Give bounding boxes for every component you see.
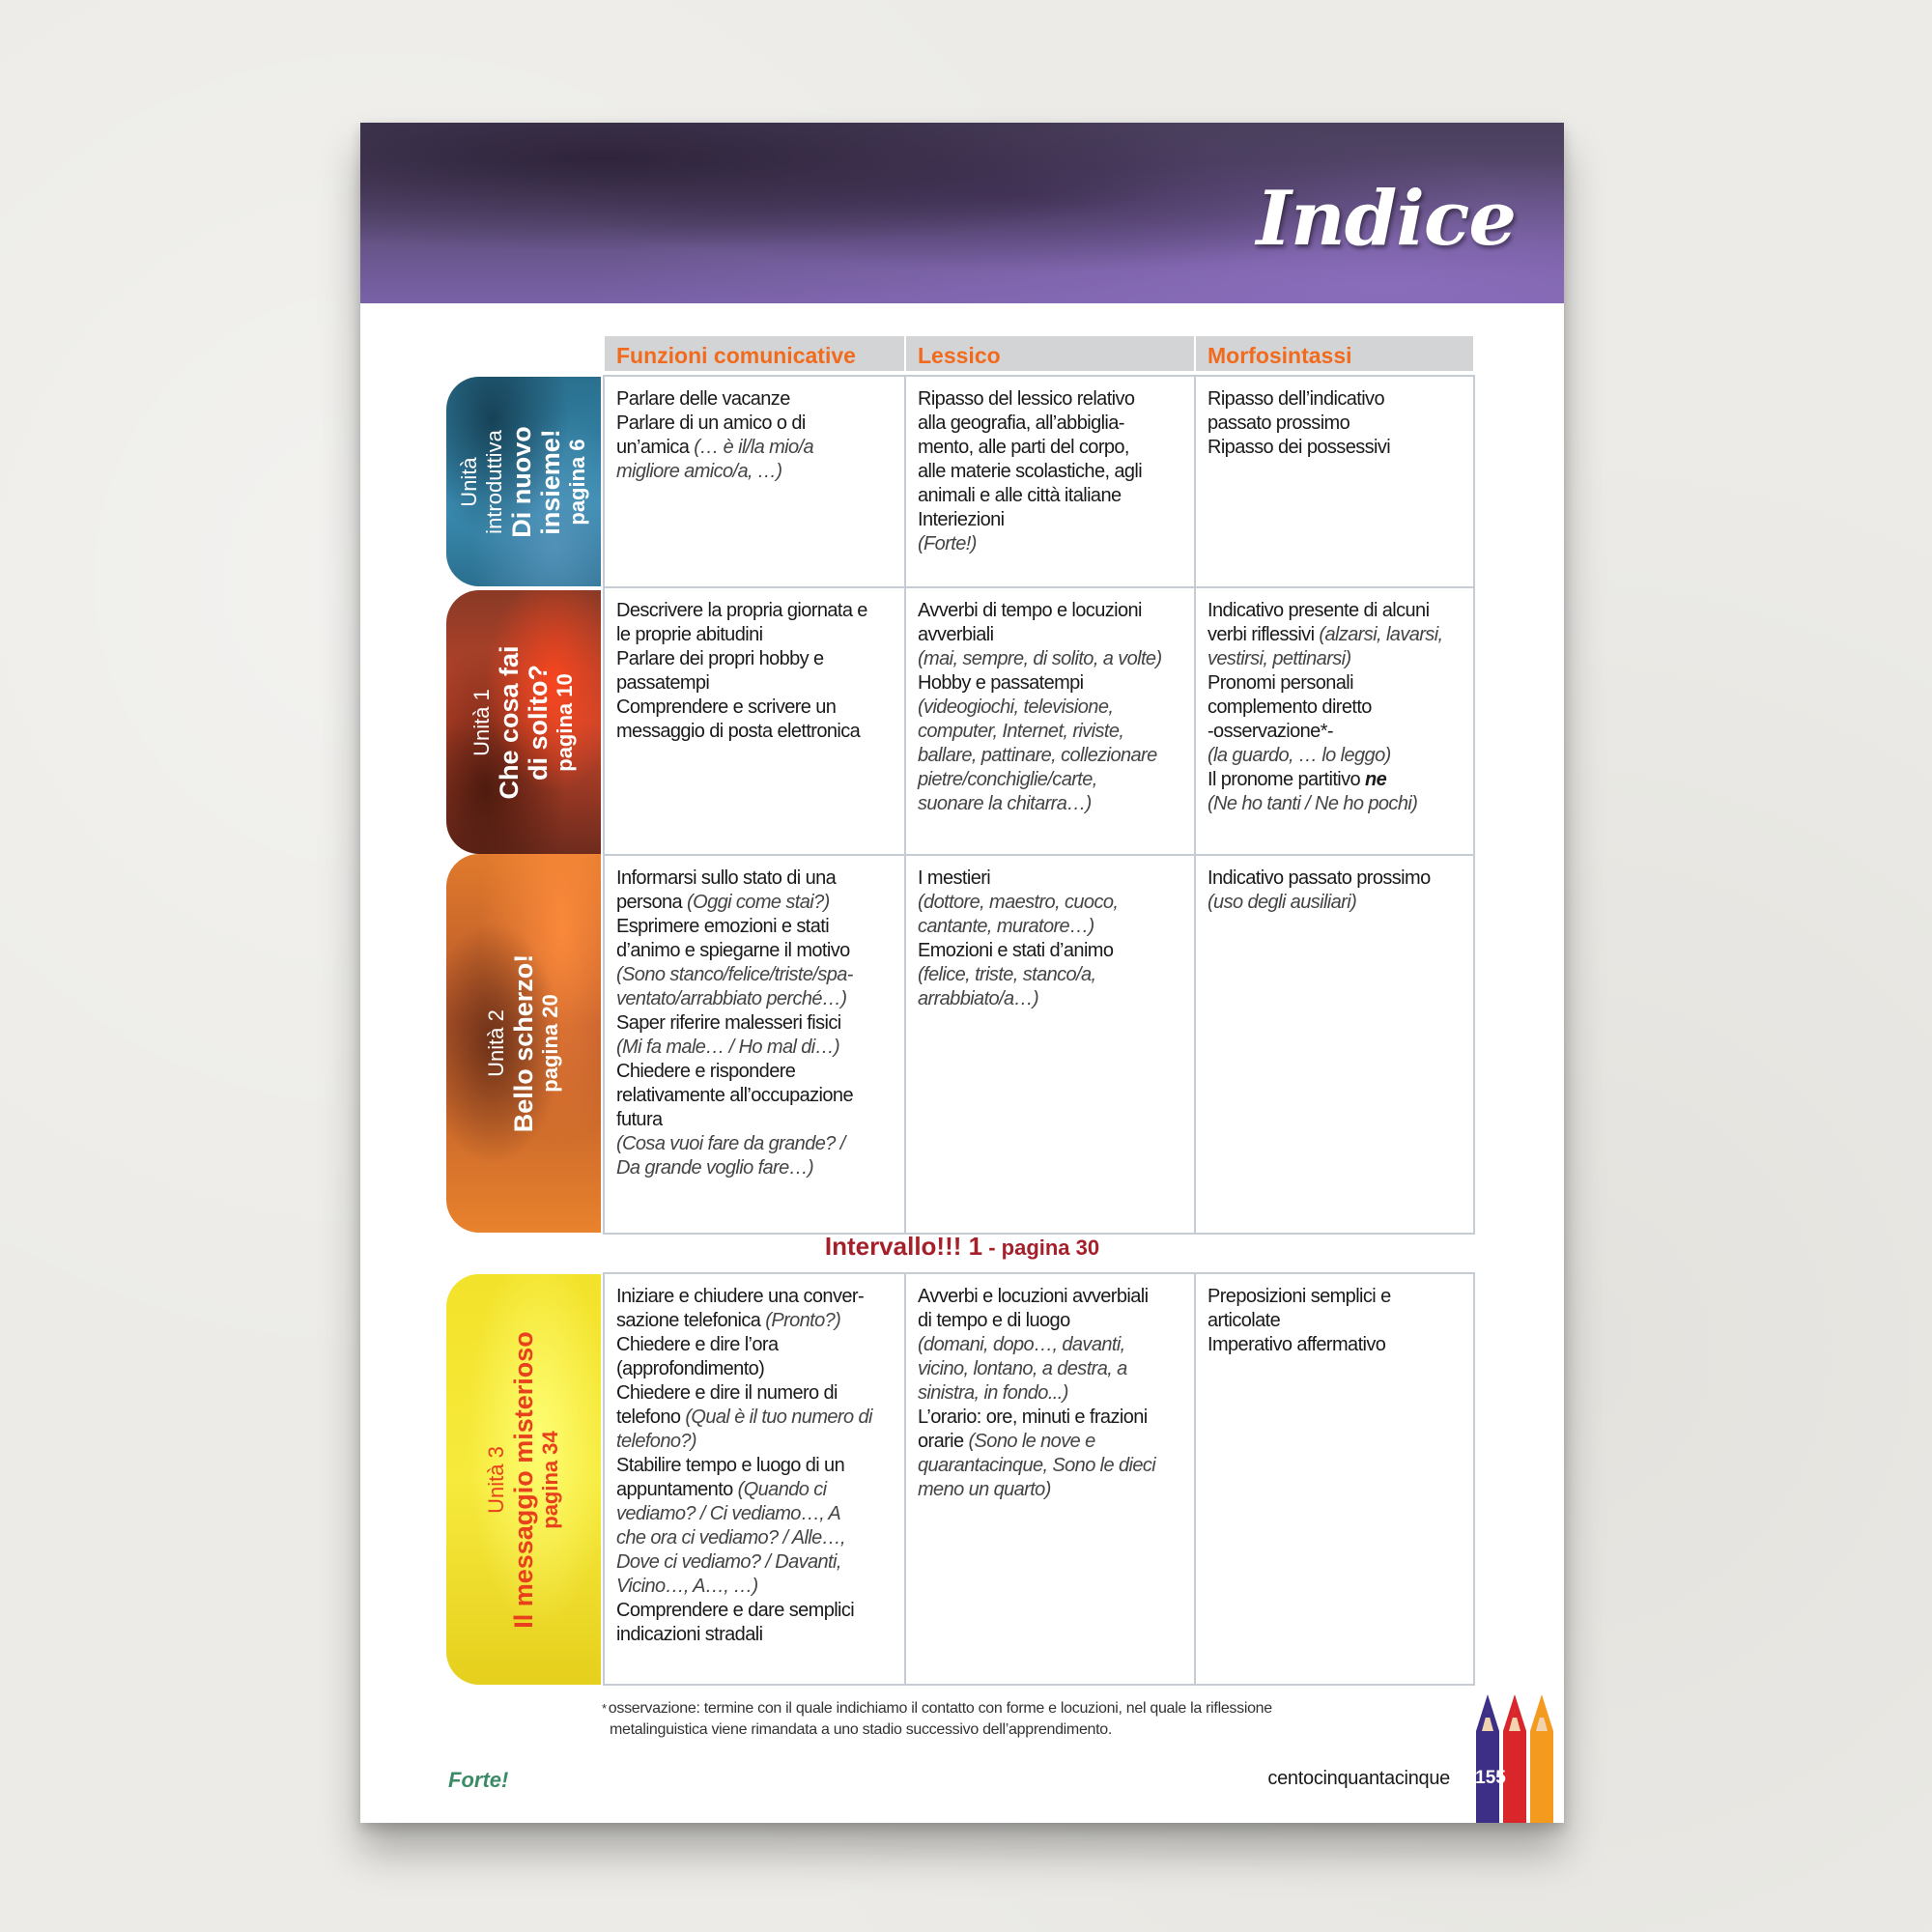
unit-tab-3 <box>446 1274 601 1685</box>
cell-line <box>918 1333 1182 1357</box>
unit-tab-line: Unità <box>457 456 481 507</box>
cell-text: I mestieri <box>918 867 991 889</box>
cell-line <box>616 939 893 963</box>
unit-tab-title: di solito? <box>524 664 553 781</box>
cell-line <box>918 915 1182 939</box>
cell-line <box>616 1623 893 1647</box>
cell-text: Ripasso dell’indicativo <box>1208 388 1384 410</box>
cell-text: (felice, triste, stanco/a, <box>918 964 1096 985</box>
cell-line <box>616 1036 893 1060</box>
cell-line <box>1208 1333 1462 1357</box>
cell-line <box>616 720 893 744</box>
cell-unit2-morfosintassi <box>1194 854 1475 1235</box>
cell-text: indicazioni stradali <box>616 1624 763 1645</box>
cell-line <box>918 1406 1182 1430</box>
unit-tab-title: Che cosa fai <box>495 644 524 800</box>
cell-text: Ripasso dei possessivi <box>1208 437 1391 458</box>
cell-line <box>616 1060 893 1084</box>
cell-line <box>616 412 893 436</box>
cell-text: Chiedere e dire l’ora <box>616 1334 779 1355</box>
cell-line <box>1208 867 1462 891</box>
cell-line <box>1208 671 1462 696</box>
cell-text: Chiedere e dire il numero di <box>616 1382 838 1404</box>
cell-intro-lessico <box>904 375 1196 588</box>
book-brand: Forte! <box>448 1768 509 1792</box>
cell-text: Comprendere e scrivere un <box>616 696 837 718</box>
cell-text: relativamente all’occupazione <box>616 1085 853 1106</box>
unit-tab-page: pagina 10 <box>553 672 577 772</box>
unit-tab-line: introduttiva <box>482 429 506 534</box>
unit-tab-page: pagina 6 <box>565 438 589 526</box>
unit-tab-line: Unità 1 <box>469 688 494 756</box>
cell-text: Interiezioni <box>918 509 1005 530</box>
cell-text: vediamo? / Ci vediamo…, A <box>616 1503 841 1524</box>
cell-text: arrabbiato/a…) <box>918 988 1038 1009</box>
cell-line <box>616 891 893 915</box>
cell-text: meno un quarto) <box>918 1479 1051 1500</box>
cell-text: telefono?) <box>616 1431 696 1452</box>
cell-unit3-lessico <box>904 1272 1196 1686</box>
cell-text: (videogiochi, televisione, <box>918 696 1114 718</box>
cell-line <box>918 671 1182 696</box>
cell-line <box>616 1011 893 1036</box>
cell-line <box>918 1430 1182 1454</box>
cell-text: vestirsi, pettinarsi) <box>1208 648 1351 669</box>
cell-line <box>616 1108 893 1132</box>
cell-text: Informarsi sullo stato di una <box>616 867 837 889</box>
cell-text: persona <box>616 892 688 913</box>
cell-text: (Qual è il tuo numero di <box>685 1406 872 1428</box>
cell-text: Comprendere e dare semplici <box>616 1600 855 1621</box>
unit-tab-label <box>457 426 590 538</box>
cell-line <box>918 696 1182 720</box>
cell-line <box>918 939 1182 963</box>
cell-text: un’amica <box>616 437 695 458</box>
cell-text: Descrivere la propria giornata e <box>616 600 867 621</box>
cell-line <box>918 532 1182 556</box>
page-title: Indice <box>1256 175 1516 263</box>
cell-text: che ora ci vediamo? / Alle…, <box>616 1527 846 1548</box>
cell-text: (Cosa vuoi fare da grande? / <box>616 1133 845 1154</box>
cell-line <box>616 387 893 412</box>
cell-text: Pronomi personali <box>1208 672 1353 694</box>
unit-tab-label <box>469 645 578 799</box>
cell-text: (la guardo, … lo leggo) <box>1208 745 1391 766</box>
cell-line <box>616 671 893 696</box>
cell-text: Il pronome partitivo <box>1208 769 1366 790</box>
footnote-star: * <box>602 1701 607 1716</box>
cell-line <box>918 436 1182 460</box>
cell-text: (approfondimento) <box>616 1358 765 1379</box>
cell-text: (Oggi come stai?) <box>687 892 830 913</box>
cell-line <box>616 1430 893 1454</box>
unit-tab-page: pagina 34 <box>538 1430 562 1529</box>
footnote-line: osservazione: termine con il quale indichiamo il contatto con forme e locuzioni, nel quale la riflessione <box>608 1700 1272 1717</box>
cell-text: verbi riflessivi <box>1208 624 1320 645</box>
cell-line <box>918 1357 1182 1381</box>
interval-page: - pagina 30 <box>982 1236 1100 1260</box>
cell-line <box>616 647 893 671</box>
cell-line <box>918 387 1182 412</box>
cell-line <box>918 1454 1182 1478</box>
cell-text: sazione telefonica <box>616 1310 766 1331</box>
cell-text: Indicativo presente di alcuni <box>1208 600 1430 621</box>
cell-line <box>1208 744 1462 768</box>
cell-line <box>616 1381 893 1406</box>
cell-intro-funzioni <box>603 375 906 588</box>
cell-text: (Sono stanco/felice/triste/spa- <box>616 964 853 985</box>
interval-label: Intervallo!!! 1 <box>824 1232 983 1261</box>
unit-tab-2 <box>446 854 601 1233</box>
cell-line <box>616 1333 893 1357</box>
cell-text: (uso degli ausiliari) <box>1208 892 1357 913</box>
cell-line <box>616 1502 893 1526</box>
cell-line <box>918 1381 1182 1406</box>
cell-text: computer, Internet, riviste, <box>918 721 1124 742</box>
cell-line <box>918 484 1182 508</box>
cell-text: telefono <box>616 1406 686 1428</box>
cell-text: (mai, sempre, di solito, a volte) <box>918 648 1162 669</box>
cell-line <box>616 1406 893 1430</box>
colored-pencils-icon <box>1470 1692 1564 1823</box>
cell-text: Chiedere e rispondere <box>616 1061 796 1082</box>
cell-line <box>1208 792 1462 816</box>
cell-line <box>616 1309 893 1333</box>
cell-line <box>918 412 1182 436</box>
cell-line <box>918 623 1182 647</box>
index-page <box>360 123 1564 1823</box>
cell-unit1-lessico <box>904 586 1196 856</box>
cell-text: Avverbi e locuzioni avverbiali <box>918 1286 1149 1307</box>
cell-line <box>918 599 1182 623</box>
cell-text: Avverbi di tempo e locuzioni <box>918 600 1142 621</box>
cell-text: ventato/arrabbiato perché…) <box>616 988 847 1009</box>
cell-line <box>1208 599 1462 623</box>
cell-text: (Sono le nove e <box>968 1431 1095 1452</box>
cell-text: sinistra, in fondo...) <box>918 1382 1068 1404</box>
cell-text: orarie <box>918 1431 969 1452</box>
cell-text: passato prossimo <box>1208 412 1350 434</box>
cell-text: Stabilire tempo e luogo di un <box>616 1455 845 1476</box>
cell-text: Hobby e passatempi <box>918 672 1084 694</box>
cell-text: Dove ci vediamo? / Davanti, <box>616 1551 841 1573</box>
cell-line <box>616 1575 893 1599</box>
cell-line <box>1208 412 1462 436</box>
cell-text: pietre/conchiglie/carte, <box>918 769 1097 790</box>
page-number: 155 <box>1475 1768 1506 1788</box>
header-banner <box>360 123 1564 303</box>
unit-tab-title: Di nuovo <box>507 425 536 538</box>
page-number-words: centocinquantacinque <box>1267 1768 1450 1789</box>
cell-text: Saper riferire malesseri fisici <box>616 1012 841 1034</box>
cell-line <box>616 1357 893 1381</box>
cell-text: Iniziare e chiudere una conver- <box>616 1286 864 1307</box>
cell-text: d’animo e spiegarne il motivo <box>616 940 850 961</box>
cell-line <box>1208 720 1462 744</box>
cell-line <box>616 867 893 891</box>
cell-text: Indicativo passato prossimo <box>1208 867 1431 889</box>
cell-line <box>1208 1309 1462 1333</box>
cell-line <box>1208 436 1462 460</box>
cell-line <box>918 720 1182 744</box>
cell-line <box>918 1309 1182 1333</box>
cell-line <box>918 963 1182 987</box>
cell-unit2-funzioni <box>603 854 906 1235</box>
cell-text: Parlare delle vacanze <box>616 388 790 410</box>
cell-line <box>1208 387 1462 412</box>
cell-intro-morfosintassi <box>1194 375 1475 588</box>
cell-text: (Mi fa male… / Ho mal di…) <box>616 1037 840 1058</box>
cell-line <box>616 1599 893 1623</box>
cell-line <box>918 508 1182 532</box>
cell-line <box>1208 768 1462 792</box>
cell-line <box>616 987 893 1011</box>
cell-line <box>616 1550 893 1575</box>
cell-unit3-funzioni <box>603 1272 906 1686</box>
cell-line <box>616 1526 893 1550</box>
cell-text: Parlare di un amico o di <box>616 412 806 434</box>
cell-line <box>616 460 893 484</box>
cell-text: Esprimere emozioni e stati <box>616 916 830 937</box>
cell-line <box>616 1132 893 1156</box>
cell-line <box>1208 647 1462 671</box>
cell-unit1-funzioni <box>603 586 906 856</box>
cell-text: alle materie scolastiche, agli <box>918 461 1143 482</box>
cell-line <box>1208 891 1462 915</box>
cell-text: articolate <box>1208 1310 1281 1331</box>
unit-tab-introduttiva <box>446 377 601 586</box>
interval-heading <box>360 1232 1564 1262</box>
unit-tab-page: pagina 20 <box>538 994 562 1093</box>
cell-unit2-lessico <box>904 854 1196 1235</box>
cell-text: mento, alle parti del corpo, <box>918 437 1129 458</box>
cell-text: Da grande voglio fare…) <box>616 1157 814 1179</box>
footnote <box>602 1698 1375 1741</box>
cell-line <box>616 963 893 987</box>
cell-line <box>918 460 1182 484</box>
cell-text: di tempo e di luogo <box>918 1310 1070 1331</box>
cell-text: avverbiali <box>918 624 994 645</box>
unit-tab-line: Unità 2 <box>484 1009 508 1077</box>
cell-unit3-morfosintassi <box>1194 1272 1475 1686</box>
cell-text: appuntamento <box>616 1479 738 1500</box>
unit-tab-title: insieme! <box>536 428 565 535</box>
cell-text: messaggio di posta elettronica <box>616 721 861 742</box>
cell-text: ne <box>1365 769 1387 790</box>
cell-line <box>918 647 1182 671</box>
cell-text: (domani, dopo…, davanti, <box>918 1334 1125 1355</box>
cell-line <box>616 1084 893 1108</box>
cell-line <box>616 1285 893 1309</box>
cell-line <box>1208 1285 1462 1309</box>
cell-text: (Quando ci <box>737 1479 827 1500</box>
cell-text: alla geografia, all’abbiglia- <box>918 412 1124 434</box>
unit-tab-label <box>484 1331 563 1629</box>
cell-line <box>918 744 1182 768</box>
cell-line <box>616 915 893 939</box>
cell-text: futura <box>616 1109 663 1130</box>
cell-line <box>918 792 1182 816</box>
cell-text: Vicino…, A…, …) <box>616 1576 758 1597</box>
unit-tab-title: Bello scherzo! <box>509 953 538 1133</box>
unit-tab-line: Unità 3 <box>484 1445 508 1514</box>
column-header-morfosintassi: Morfosintassi <box>1196 336 1473 371</box>
cell-line <box>616 599 893 623</box>
cell-line <box>1208 623 1462 647</box>
cell-line <box>918 867 1182 891</box>
unit-tab-title: Il messaggio misterioso <box>509 1330 538 1629</box>
cell-line <box>616 1454 893 1478</box>
cell-line <box>1208 696 1462 720</box>
footnote-line: metalinguistica viene rimandata a uno stadio successivo dell’apprendimento. <box>610 1721 1113 1738</box>
unit-tab-1 <box>446 590 601 854</box>
cell-text: le proprie abitudini <box>616 624 763 645</box>
cell-text: vicino, lontano, a destra, a <box>918 1358 1127 1379</box>
cell-text: -osservazione*- <box>1208 721 1333 742</box>
cell-line <box>616 1478 893 1502</box>
cell-line <box>918 1478 1182 1502</box>
cell-text: ballare, pattinare, collezionare <box>918 745 1157 766</box>
cell-text: complemento diretto <box>1208 696 1372 718</box>
cell-line <box>918 891 1182 915</box>
column-header-lessico: Lessico <box>906 336 1194 371</box>
cell-text: L’orario: ore, minuti e frazioni <box>918 1406 1148 1428</box>
cell-text: (dottore, maestro, cuoco, <box>918 892 1119 913</box>
cell-line <box>616 436 893 460</box>
cell-unit1-morfosintassi <box>1194 586 1475 856</box>
cell-text: suonare la chitarra…) <box>918 793 1092 814</box>
cell-text: (… è il/la mio/a <box>694 437 813 458</box>
cell-line <box>616 1156 893 1180</box>
cell-text: Emozioni e stati d’animo <box>918 940 1114 961</box>
unit-tab-label <box>484 954 563 1133</box>
cell-line <box>918 1285 1182 1309</box>
cell-text: migliore amico/a, …) <box>616 461 782 482</box>
cell-text: animali e alle città italiane <box>918 485 1122 506</box>
cell-line <box>616 696 893 720</box>
cell-text: Parlare dei propri hobby e <box>616 648 824 669</box>
cell-text: (Pronto?) <box>765 1310 841 1331</box>
cell-text: (Forte!) <box>918 533 977 554</box>
cell-text: Ripasso del lessico relativo <box>918 388 1135 410</box>
cell-text: (alzarsi, lavarsi, <box>1319 624 1443 645</box>
cell-text: (Ne ho tanti / Ne ho pochi) <box>1208 793 1418 814</box>
column-header-funzioni: Funzioni comunicative <box>605 336 904 371</box>
cell-text: passatempi <box>616 672 710 694</box>
cell-line <box>918 987 1182 1011</box>
cell-text: Preposizioni semplici e <box>1208 1286 1391 1307</box>
cell-line <box>616 623 893 647</box>
cell-text: cantante, muratore…) <box>918 916 1094 937</box>
cell-text: Imperativo affermativo <box>1208 1334 1386 1355</box>
cell-text: quarantacinque, Sono le dieci <box>918 1455 1156 1476</box>
cell-line <box>918 768 1182 792</box>
